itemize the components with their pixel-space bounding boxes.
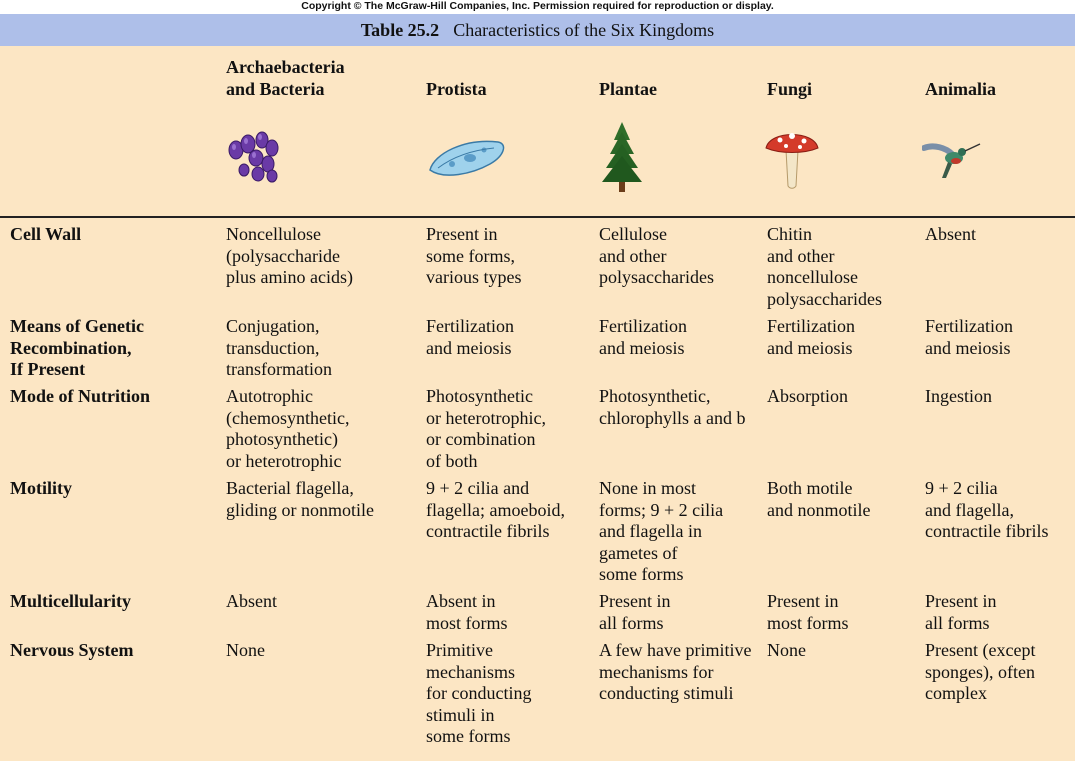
cell-line: Cellulose: [599, 224, 667, 244]
cell-line: some forms: [426, 726, 511, 746]
cell-line: photosynthetic): [226, 429, 338, 449]
column-header-protista: [426, 78, 487, 100]
cell-cell-wall-animalia: [925, 224, 976, 246]
table-title-bar: [0, 14, 1075, 46]
cell-line: polysaccharides: [767, 288, 882, 309]
row-label-genetic-recombination: [10, 316, 144, 381]
cell-line: Fertilization: [426, 316, 514, 336]
column-header-line: Animalia: [925, 79, 997, 99]
cell-nervous-fungi: [767, 640, 806, 662]
cell-cell-wall-plantae: [599, 224, 714, 289]
cell-line: 9 + 2 cilia and: [426, 478, 530, 498]
cell-nutrition-plantae: [599, 386, 745, 429]
cell-line: or heterotrophic: [226, 450, 342, 471]
cell-line: or combination: [426, 429, 536, 449]
cell-line: gametes of: [599, 542, 678, 563]
cell-line: Present in: [426, 224, 498, 244]
row-label-line: Nervous System: [10, 640, 134, 660]
cell-line: Fertilization: [925, 316, 1013, 336]
cell-line: and nonmotile: [767, 499, 871, 520]
cell-line: polysaccharides: [599, 267, 714, 287]
cell-line: Absorption: [767, 386, 848, 406]
cell-motility-animalia: [925, 478, 1048, 543]
bacteria-cluster-icon: [222, 128, 286, 188]
cell-nervous-protista: [426, 640, 531, 748]
cell-line: flagella; amoeboid,: [426, 499, 565, 520]
cell-line: mechanisms for: [599, 661, 714, 682]
paramecium-icon: [424, 134, 508, 182]
column-header-line: Fungi: [767, 79, 813, 99]
cell-line: and flagella in: [599, 521, 702, 541]
cell-line: Fertilization: [767, 316, 855, 336]
cell-nervous-plantae: [599, 640, 751, 705]
cell-multicellularity-plantae: [599, 591, 671, 634]
row-label-line: Means of Genetic: [10, 316, 144, 336]
cell-line: Both motile: [767, 478, 853, 498]
cell-line: forms; 9 + 2 cilia: [599, 499, 724, 520]
cell-recombination-bacteria: [226, 316, 332, 381]
cell-cell-wall-bacteria: [226, 224, 353, 289]
cell-recombination-protista: [426, 316, 514, 359]
cell-line: Chitin: [767, 224, 813, 244]
column-header-animalia: [925, 78, 996, 100]
table-number: Table 25.2: [360, 20, 440, 40]
cell-line: Photosynthetic: [426, 386, 533, 406]
cell-line: Present in: [925, 591, 997, 611]
cell-line: Absent in: [426, 591, 496, 611]
cell-nervous-bacteria: [226, 640, 265, 662]
cell-nervous-animalia: [925, 640, 1035, 705]
cell-line: all forms: [925, 612, 990, 633]
cell-motility-protista: [426, 478, 565, 543]
cell-line: mechanisms: [426, 661, 515, 682]
row-label-line: Multicellularity: [10, 591, 131, 611]
cell-line: all forms: [599, 612, 664, 633]
cell-motility-plantae: [599, 478, 723, 586]
cell-line: chlorophylls a and b: [599, 407, 746, 428]
cell-line: of both: [426, 450, 478, 471]
cell-line: for conducting: [426, 683, 532, 703]
cell-line: None in most: [599, 478, 696, 498]
row-label-line: Motility: [10, 478, 72, 498]
cell-line: (chemosynthetic,: [226, 407, 350, 428]
cell-line: noncellulose: [767, 267, 858, 287]
cell-motility-fungi: [767, 478, 870, 521]
cell-line: Present in: [767, 591, 839, 611]
cell-line: plus amino acids): [226, 267, 353, 287]
cell-line: Present (except: [925, 640, 1036, 660]
cell-line: various types: [426, 267, 522, 287]
cell-nutrition-protista: [426, 386, 546, 472]
cell-cell-wall-protista: [426, 224, 521, 289]
cell-line: and other: [767, 245, 835, 266]
cell-line: and flagella,: [925, 499, 1014, 520]
cell-recombination-animalia: [925, 316, 1013, 359]
cell-nutrition-fungi: [767, 386, 848, 408]
cell-line: Autotrophic: [226, 386, 313, 406]
row-label-nutrition: [10, 386, 150, 408]
cell-line: transformation: [226, 359, 332, 379]
cell-line: and meiosis: [767, 337, 853, 358]
column-header-line: and Bacteria: [226, 79, 325, 99]
cell-recombination-plantae: [599, 316, 687, 359]
cell-line: and meiosis: [426, 337, 512, 358]
row-label-line: Recombination,: [10, 337, 132, 358]
header-divider: [0, 216, 1075, 218]
cell-line: None: [767, 640, 806, 660]
column-header-line: Archaebacteria: [226, 57, 345, 77]
cell-line: or heterotrophic,: [426, 407, 546, 428]
row-label-multicellularity: [10, 591, 131, 613]
row-label-nervous-system: [10, 640, 134, 662]
row-label-line: Mode of Nutrition: [10, 386, 150, 406]
cell-motility-bacteria: [226, 478, 374, 521]
cell-line: most forms: [767, 612, 849, 633]
column-header-plantae: [599, 78, 657, 100]
cell-line: Conjugation,: [226, 316, 320, 336]
cell-line: complex: [925, 683, 987, 703]
cell-line: Present in: [599, 591, 671, 611]
cell-line: some forms,: [426, 245, 515, 266]
cell-line: contractile fibrils: [925, 521, 1049, 541]
cell-recombination-fungi: [767, 316, 855, 359]
column-header-line: Plantae: [599, 79, 657, 99]
row-label-cell-wall: [10, 224, 81, 246]
cell-line: conducting stimuli: [599, 683, 734, 703]
cell-line: and meiosis: [599, 337, 685, 358]
cell-line: transduction,: [226, 337, 320, 358]
cell-line: gliding or nonmotile: [226, 499, 374, 520]
copyright-notice: Copyright © The McGraw-Hill Companies, Inc. Permission required for reproduction or display.: [301, 0, 774, 12]
cell-cell-wall-fungi: [767, 224, 882, 310]
cell-multicellularity-animalia: [925, 591, 997, 634]
cell-line: and meiosis: [925, 337, 1011, 358]
cell-nutrition-bacteria: [226, 386, 349, 472]
table-title: Characteristics of the Six Kingdoms: [453, 20, 715, 40]
cell-line: Bacterial flagella,: [226, 478, 354, 498]
cell-nutrition-animalia: [925, 386, 992, 408]
cell-multicellularity-fungi: [767, 591, 849, 634]
row-label-motility: [10, 478, 72, 500]
cell-line: 9 + 2 cilia: [925, 478, 998, 498]
pine-tree-icon: [600, 120, 644, 194]
row-label-line: Cell Wall: [10, 224, 82, 244]
cell-line: sponges), often: [925, 661, 1035, 682]
hummingbird-icon: [922, 134, 982, 182]
mushroom-icon: [764, 124, 820, 190]
column-header-bacteria: [226, 56, 345, 100]
cell-line: Primitive: [426, 640, 493, 660]
cell-multicellularity-bacteria: [226, 591, 277, 613]
column-header-line: Protista: [426, 79, 487, 99]
cell-line: Absent: [925, 224, 976, 244]
cell-line: A few have primitive: [599, 640, 752, 660]
column-header-fungi: [767, 78, 812, 100]
cell-line: Photosynthetic,: [599, 386, 711, 406]
row-label-line: If Present: [10, 359, 86, 379]
cell-line: most forms: [426, 612, 508, 633]
cell-line: Fertilization: [599, 316, 687, 336]
cell-line: contractile fibrils: [426, 521, 550, 541]
cell-line: (polysaccharide: [226, 245, 340, 266]
cell-multicellularity-protista: [426, 591, 508, 634]
cell-line: and other: [599, 245, 667, 266]
cell-line: stimuli in: [426, 704, 495, 725]
cell-line: Ingestion: [925, 386, 992, 406]
cell-line: some forms: [599, 564, 684, 584]
cell-line: Noncellulose: [226, 224, 321, 244]
cell-line: Absent: [226, 591, 277, 611]
cell-line: None: [226, 640, 265, 660]
